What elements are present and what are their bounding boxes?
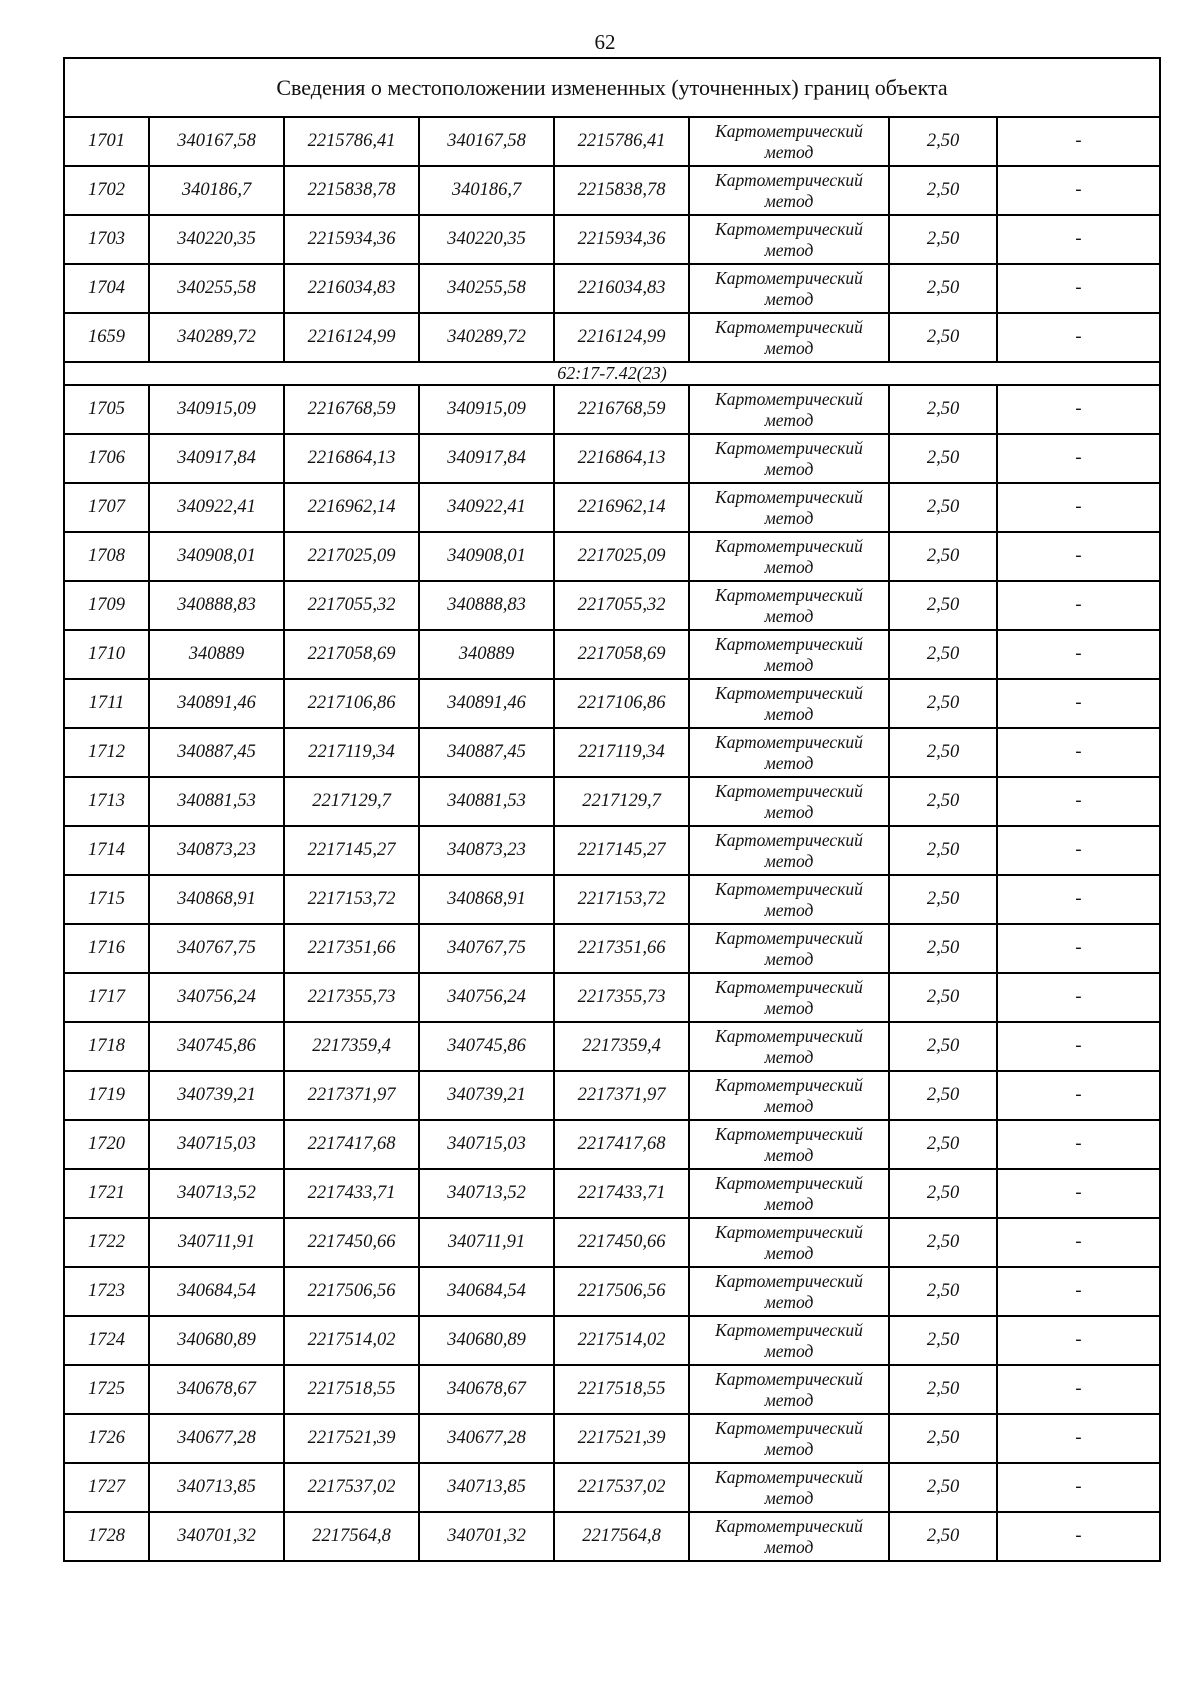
- table-row: [64, 1169, 1160, 1218]
- refined-y-cell: 2217351,66: [554, 924, 689, 973]
- refined-y-cell: 2215786,41: [554, 117, 689, 166]
- method-cell: Картометрический метод: [689, 166, 889, 215]
- point-number-cell: 1709: [64, 581, 149, 630]
- note-cell: -: [997, 679, 1160, 728]
- refined-x-cell: 340701,32: [419, 1512, 554, 1561]
- refined-x-cell: 340745,86: [419, 1022, 554, 1071]
- note-cell: -: [997, 1022, 1160, 1071]
- existing-x-cell: 340680,89: [149, 1316, 284, 1365]
- note-cell: -: [997, 630, 1160, 679]
- method-cell: Картометрический метод: [689, 1512, 889, 1561]
- note-cell: -: [997, 215, 1160, 264]
- point-number-cell: 1715: [64, 875, 149, 924]
- method-cell: Картометрический метод: [689, 264, 889, 313]
- refined-y-cell: 2217371,97: [554, 1071, 689, 1120]
- refined-y-cell: 2216034,83: [554, 264, 689, 313]
- table-row: [64, 264, 1160, 313]
- accuracy-cell: 2,50: [889, 826, 997, 875]
- existing-x-cell: 340917,84: [149, 434, 284, 483]
- refined-y-cell: 2217129,7: [554, 777, 689, 826]
- accuracy-cell: 2,50: [889, 875, 997, 924]
- refined-x-cell: 340711,91: [419, 1218, 554, 1267]
- existing-x-cell: 340922,41: [149, 483, 284, 532]
- existing-y-cell: 2217153,72: [284, 875, 419, 924]
- existing-y-cell: 2215838,78: [284, 166, 419, 215]
- accuracy-cell: 2,50: [889, 728, 997, 777]
- table-row: [64, 1071, 1160, 1120]
- table-row: [64, 313, 1160, 362]
- method-cell: Картометрический метод: [689, 679, 889, 728]
- existing-x-cell: 340713,52: [149, 1169, 284, 1218]
- point-number-cell: 1703: [64, 215, 149, 264]
- accuracy-cell: 2,50: [889, 532, 997, 581]
- accuracy-cell: 2,50: [889, 679, 997, 728]
- refined-x-cell: 340889: [419, 630, 554, 679]
- table-row: [64, 1218, 1160, 1267]
- refined-x-cell: 340767,75: [419, 924, 554, 973]
- note-cell: -: [997, 1267, 1160, 1316]
- note-cell: -: [997, 1414, 1160, 1463]
- method-cell: Картометрический метод: [689, 973, 889, 1022]
- existing-x-cell: 340711,91: [149, 1218, 284, 1267]
- accuracy-cell: 2,50: [889, 483, 997, 532]
- point-number-cell: 1707: [64, 483, 149, 532]
- accuracy-cell: 2,50: [889, 313, 997, 362]
- refined-x-cell: 340255,58: [419, 264, 554, 313]
- existing-y-cell: 2217145,27: [284, 826, 419, 875]
- method-cell: Картометрический метод: [689, 581, 889, 630]
- note-cell: -: [997, 434, 1160, 483]
- point-number-cell: 1705: [64, 385, 149, 434]
- refined-y-cell: 2217514,02: [554, 1316, 689, 1365]
- existing-x-cell: 340889: [149, 630, 284, 679]
- existing-y-cell: 2217450,66: [284, 1218, 419, 1267]
- refined-x-cell: 340167,58: [419, 117, 554, 166]
- note-cell: -: [997, 728, 1160, 777]
- accuracy-cell: 2,50: [889, 1414, 997, 1463]
- point-number-cell: 1708: [64, 532, 149, 581]
- refined-x-cell: 340220,35: [419, 215, 554, 264]
- table-row: [64, 215, 1160, 264]
- existing-y-cell: 2217371,97: [284, 1071, 419, 1120]
- refined-x-cell: 340739,21: [419, 1071, 554, 1120]
- existing-x-cell: 340186,7: [149, 166, 284, 215]
- table-row: [64, 1316, 1160, 1365]
- table-row: [64, 1267, 1160, 1316]
- existing-y-cell: 2217355,73: [284, 973, 419, 1022]
- existing-y-cell: 2217106,86: [284, 679, 419, 728]
- point-number-cell: 1713: [64, 777, 149, 826]
- refined-x-cell: 340881,53: [419, 777, 554, 826]
- refined-x-cell: 340678,67: [419, 1365, 554, 1414]
- refined-x-cell: 340908,01: [419, 532, 554, 581]
- refined-x-cell: 340887,45: [419, 728, 554, 777]
- note-cell: -: [997, 924, 1160, 973]
- note-cell: -: [997, 264, 1160, 313]
- existing-x-cell: 340678,67: [149, 1365, 284, 1414]
- accuracy-cell: 2,50: [889, 434, 997, 483]
- method-cell: Картометрический метод: [689, 1316, 889, 1365]
- existing-x-cell: 340713,85: [149, 1463, 284, 1512]
- point-number-cell: 1722: [64, 1218, 149, 1267]
- refined-y-cell: 2217433,71: [554, 1169, 689, 1218]
- point-number-cell: 1701: [64, 117, 149, 166]
- table-row: [64, 826, 1160, 875]
- refined-x-cell: 340756,24: [419, 973, 554, 1022]
- refined-x-cell: 340680,89: [419, 1316, 554, 1365]
- note-cell: -: [997, 1316, 1160, 1365]
- existing-y-cell: 2217129,7: [284, 777, 419, 826]
- refined-y-cell: 2217564,8: [554, 1512, 689, 1561]
- existing-x-cell: 340888,83: [149, 581, 284, 630]
- note-cell: -: [997, 1169, 1160, 1218]
- method-cell: Картометрический метод: [689, 875, 889, 924]
- existing-x-cell: 340167,58: [149, 117, 284, 166]
- accuracy-cell: 2,50: [889, 1120, 997, 1169]
- table-row: [64, 1365, 1160, 1414]
- accuracy-cell: 2,50: [889, 1071, 997, 1120]
- existing-x-cell: 340868,91: [149, 875, 284, 924]
- existing-x-cell: 340677,28: [149, 1414, 284, 1463]
- table-row: [64, 1463, 1160, 1512]
- point-number-cell: 1719: [64, 1071, 149, 1120]
- coordinates-table: [63, 57, 1161, 1562]
- accuracy-cell: 2,50: [889, 166, 997, 215]
- existing-y-cell: 2215934,36: [284, 215, 419, 264]
- method-cell: Картометрический метод: [689, 1267, 889, 1316]
- page-number: 62: [594, 30, 616, 54]
- table-row: [64, 630, 1160, 679]
- accuracy-cell: 2,50: [889, 1267, 997, 1316]
- refined-x-cell: 340713,52: [419, 1169, 554, 1218]
- point-number-cell: 1712: [64, 728, 149, 777]
- accuracy-cell: 2,50: [889, 1022, 997, 1071]
- point-number-cell: 1725: [64, 1365, 149, 1414]
- accuracy-cell: 2,50: [889, 385, 997, 434]
- point-number-cell: 1717: [64, 973, 149, 1022]
- accuracy-cell: 2,50: [889, 264, 997, 313]
- table-row: [64, 777, 1160, 826]
- point-number-cell: 1723: [64, 1267, 149, 1316]
- refined-y-cell: 2217450,66: [554, 1218, 689, 1267]
- method-cell: Картометрический метод: [689, 1071, 889, 1120]
- refined-y-cell: 2217025,09: [554, 532, 689, 581]
- existing-x-cell: 340756,24: [149, 973, 284, 1022]
- method-cell: Картометрический метод: [689, 1463, 889, 1512]
- point-number-cell: 1704: [64, 264, 149, 313]
- existing-x-cell: 340715,03: [149, 1120, 284, 1169]
- accuracy-cell: 2,50: [889, 215, 997, 264]
- point-number-cell: 1659: [64, 313, 149, 362]
- point-number-cell: 1728: [64, 1512, 149, 1561]
- existing-y-cell: 2217351,66: [284, 924, 419, 973]
- point-number-cell: 1720: [64, 1120, 149, 1169]
- accuracy-cell: 2,50: [889, 973, 997, 1022]
- existing-x-cell: 340908,01: [149, 532, 284, 581]
- method-cell: Картометрический метод: [689, 313, 889, 362]
- method-cell: Картометрический метод: [689, 532, 889, 581]
- method-cell: Картометрический метод: [689, 924, 889, 973]
- existing-y-cell: 2217417,68: [284, 1120, 419, 1169]
- refined-y-cell: 2217359,4: [554, 1022, 689, 1071]
- refined-x-cell: 340891,46: [419, 679, 554, 728]
- existing-y-cell: 2217025,09: [284, 532, 419, 581]
- method-cell: Картометрический метод: [689, 483, 889, 532]
- refined-y-cell: 2215934,36: [554, 215, 689, 264]
- accuracy-cell: 2,50: [889, 1316, 997, 1365]
- existing-x-cell: 340684,54: [149, 1267, 284, 1316]
- refined-x-cell: 340915,09: [419, 385, 554, 434]
- table-row: [64, 1120, 1160, 1169]
- refined-x-cell: 340873,23: [419, 826, 554, 875]
- table-row: [64, 875, 1160, 924]
- existing-x-cell: 340745,86: [149, 1022, 284, 1071]
- note-cell: -: [997, 875, 1160, 924]
- point-number-cell: 1714: [64, 826, 149, 875]
- method-cell: Картометрический метод: [689, 1218, 889, 1267]
- note-cell: -: [997, 1365, 1160, 1414]
- accuracy-cell: 2,50: [889, 1463, 997, 1512]
- method-cell: Картометрический метод: [689, 1365, 889, 1414]
- point-number-cell: 1711: [64, 679, 149, 728]
- accuracy-cell: 2,50: [889, 924, 997, 973]
- note-cell: -: [997, 313, 1160, 362]
- accuracy-cell: 2,50: [889, 1169, 997, 1218]
- note-cell: -: [997, 777, 1160, 826]
- existing-x-cell: 340220,35: [149, 215, 284, 264]
- refined-x-cell: 340684,54: [419, 1267, 554, 1316]
- existing-x-cell: 340255,58: [149, 264, 284, 313]
- existing-y-cell: 2217514,02: [284, 1316, 419, 1365]
- table-row: [64, 924, 1160, 973]
- table-row: [64, 483, 1160, 532]
- note-cell: -: [997, 1120, 1160, 1169]
- method-cell: Картометрический метод: [689, 777, 889, 826]
- note-cell: -: [997, 117, 1160, 166]
- method-cell: Картометрический метод: [689, 826, 889, 875]
- table-row: [64, 581, 1160, 630]
- method-cell: Картометрический метод: [689, 1120, 889, 1169]
- refined-y-cell: 2217417,68: [554, 1120, 689, 1169]
- refined-y-cell: 2217506,56: [554, 1267, 689, 1316]
- existing-x-cell: 340739,21: [149, 1071, 284, 1120]
- table-row: [64, 728, 1160, 777]
- point-number-cell: 1706: [64, 434, 149, 483]
- existing-x-cell: 340873,23: [149, 826, 284, 875]
- existing-y-cell: 2217055,32: [284, 581, 419, 630]
- section-row: [64, 362, 1160, 385]
- method-cell: Картометрический метод: [689, 434, 889, 483]
- method-cell: Картометрический метод: [689, 1022, 889, 1071]
- accuracy-cell: 2,50: [889, 117, 997, 166]
- existing-y-cell: 2216962,14: [284, 483, 419, 532]
- note-cell: -: [997, 581, 1160, 630]
- point-number-cell: 1716: [64, 924, 149, 973]
- refined-y-cell: 2217355,73: [554, 973, 689, 1022]
- existing-y-cell: 2217564,8: [284, 1512, 419, 1561]
- existing-y-cell: 2216124,99: [284, 313, 419, 362]
- refined-x-cell: 340715,03: [419, 1120, 554, 1169]
- accuracy-cell: 2,50: [889, 630, 997, 679]
- refined-x-cell: 340917,84: [419, 434, 554, 483]
- note-cell: -: [997, 1071, 1160, 1120]
- section-label: 62:17-7.42(23): [64, 362, 1160, 385]
- note-cell: -: [997, 483, 1160, 532]
- existing-y-cell: 2217518,55: [284, 1365, 419, 1414]
- method-cell: Картометрический метод: [689, 1414, 889, 1463]
- refined-y-cell: 2216768,59: [554, 385, 689, 434]
- existing-y-cell: 2216864,13: [284, 434, 419, 483]
- point-number-cell: 1710: [64, 630, 149, 679]
- point-number-cell: 1726: [64, 1414, 149, 1463]
- accuracy-cell: 2,50: [889, 777, 997, 826]
- existing-x-cell: 340881,53: [149, 777, 284, 826]
- refined-y-cell: 2217537,02: [554, 1463, 689, 1512]
- method-cell: Картометрический метод: [689, 1169, 889, 1218]
- refined-x-cell: 340289,72: [419, 313, 554, 362]
- existing-x-cell: 340701,32: [149, 1512, 284, 1561]
- note-cell: -: [997, 1218, 1160, 1267]
- table-row: [64, 117, 1160, 166]
- method-cell: Картометрический метод: [689, 630, 889, 679]
- refined-y-cell: 2216962,14: [554, 483, 689, 532]
- existing-x-cell: 340891,46: [149, 679, 284, 728]
- method-cell: Картометрический метод: [689, 385, 889, 434]
- point-number-cell: 1702: [64, 166, 149, 215]
- refined-x-cell: 340677,28: [419, 1414, 554, 1463]
- existing-x-cell: 340915,09: [149, 385, 284, 434]
- accuracy-cell: 2,50: [889, 1512, 997, 1561]
- method-cell: Картометрический метод: [689, 117, 889, 166]
- existing-y-cell: 2217521,39: [284, 1414, 419, 1463]
- table-row: [64, 532, 1160, 581]
- table-row: [64, 1022, 1160, 1071]
- note-cell: -: [997, 385, 1160, 434]
- note-cell: -: [997, 166, 1160, 215]
- note-cell: -: [997, 973, 1160, 1022]
- table-title-row: [64, 58, 1160, 117]
- refined-y-cell: 2217145,27: [554, 826, 689, 875]
- refined-x-cell: 340186,7: [419, 166, 554, 215]
- refined-x-cell: 340888,83: [419, 581, 554, 630]
- table-row: [64, 434, 1160, 483]
- refined-x-cell: 340868,91: [419, 875, 554, 924]
- existing-y-cell: 2216034,83: [284, 264, 419, 313]
- table-title: Сведения о местоположении измененных (уточненных) границ объекта: [64, 58, 1160, 117]
- existing-x-cell: 340767,75: [149, 924, 284, 973]
- table-row: [64, 385, 1160, 434]
- existing-y-cell: 2217433,71: [284, 1169, 419, 1218]
- point-number-cell: 1727: [64, 1463, 149, 1512]
- table-row: [64, 973, 1160, 1022]
- existing-y-cell: 2217537,02: [284, 1463, 419, 1512]
- note-cell: -: [997, 1463, 1160, 1512]
- method-cell: Картометрический метод: [689, 728, 889, 777]
- point-number-cell: 1724: [64, 1316, 149, 1365]
- refined-y-cell: 2217106,86: [554, 679, 689, 728]
- refined-x-cell: 340713,85: [419, 1463, 554, 1512]
- existing-x-cell: 340887,45: [149, 728, 284, 777]
- refined-y-cell: 2217521,39: [554, 1414, 689, 1463]
- table-row: [64, 1512, 1160, 1561]
- refined-y-cell: 2217058,69: [554, 630, 689, 679]
- note-cell: -: [997, 532, 1160, 581]
- method-cell: Картометрический метод: [689, 215, 889, 264]
- refined-y-cell: 2215838,78: [554, 166, 689, 215]
- accuracy-cell: 2,50: [889, 581, 997, 630]
- point-number-cell: 1718: [64, 1022, 149, 1071]
- point-number-cell: 1721: [64, 1169, 149, 1218]
- existing-y-cell: 2217119,34: [284, 728, 419, 777]
- existing-y-cell: 2217359,4: [284, 1022, 419, 1071]
- refined-y-cell: 2217153,72: [554, 875, 689, 924]
- refined-y-cell: 2217119,34: [554, 728, 689, 777]
- refined-y-cell: 2216124,99: [554, 313, 689, 362]
- refined-x-cell: 340922,41: [419, 483, 554, 532]
- accuracy-cell: 2,50: [889, 1218, 997, 1267]
- table-row: [64, 1414, 1160, 1463]
- existing-y-cell: 2215786,41: [284, 117, 419, 166]
- refined-y-cell: 2216864,13: [554, 434, 689, 483]
- refined-y-cell: 2217055,32: [554, 581, 689, 630]
- table-body: [64, 58, 1160, 1561]
- table-row: [64, 166, 1160, 215]
- note-cell: -: [997, 826, 1160, 875]
- existing-y-cell: 2217506,56: [284, 1267, 419, 1316]
- note-cell: -: [997, 1512, 1160, 1561]
- existing-x-cell: 340289,72: [149, 313, 284, 362]
- existing-y-cell: 2216768,59: [284, 385, 419, 434]
- existing-y-cell: 2217058,69: [284, 630, 419, 679]
- table-row: [64, 679, 1160, 728]
- accuracy-cell: 2,50: [889, 1365, 997, 1414]
- refined-y-cell: 2217518,55: [554, 1365, 689, 1414]
